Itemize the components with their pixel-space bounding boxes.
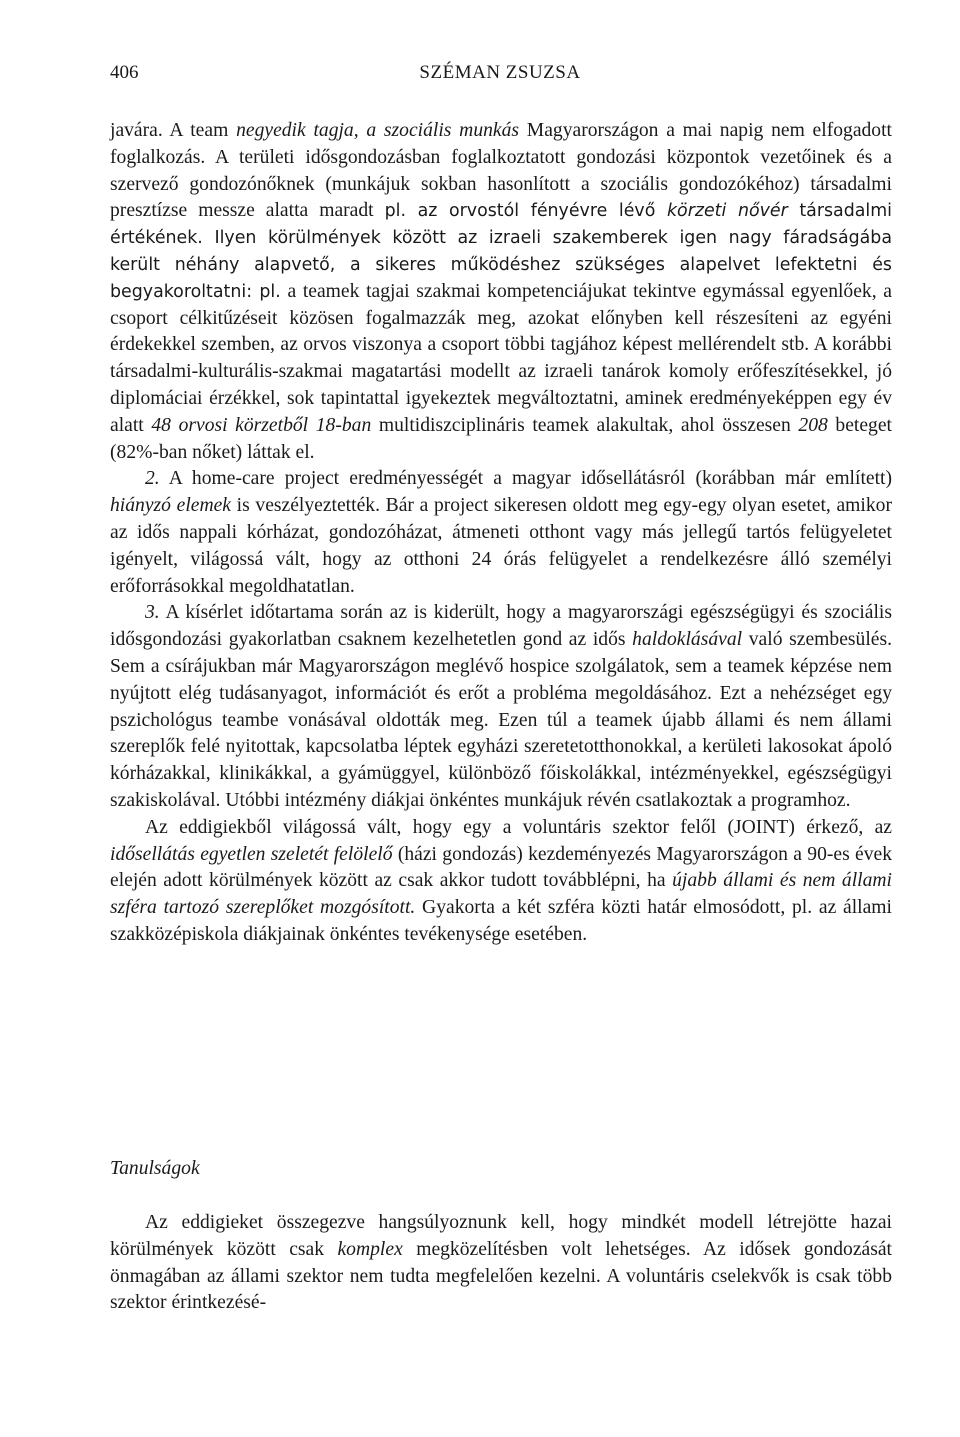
text-run: multidiszciplináris teamek alakultak, ahol összesen — [371, 414, 799, 436]
paragraph — [110, 815, 892, 949]
text-run: (házi gondozás) kezdeményezés Magyarországon a 90-es évek elején adott körülmények között az csak akkor tudott továbblépni, ha — [110, 843, 892, 892]
text-run: megközelítésben volt lehetséges. Az idősek gondozását önmagában az állami szektor nem tudta megfelelően kezelni. A voluntáris cselekvők is csak több szektor érintkezésé- — [110, 1238, 892, 1314]
italic-text: 3. — [145, 602, 160, 624]
body-text — [110, 118, 892, 949]
closing-text — [110, 1210, 892, 1317]
text-run: Magyarországon a mai napig nem elfogadott foglalkozás. A területi idősgondozásban foglalkoztatott gondozási központok vezetőinek és a szervező gondozónőknek (munkájuk sokban hasonlított a szociális gondozókéhoz) társadalmi presztízse messze alatta maradt — [110, 120, 892, 222]
italic-text: újabb állami és nem állami szféra tartozó szereplőket mozgósított. — [110, 870, 892, 919]
text-run: A home-care project eredményességét a magyar idősellátásról (korábban már említett) — [159, 468, 892, 490]
italic-text: 48 orvosi körzetből 18-ban — [151, 414, 372, 436]
text-run: javára. A team — [110, 120, 237, 141]
paragraph — [110, 600, 892, 814]
text-run: Az eddigieket összegezve hangsúlyoznunk kell, hogy mindkét modell létrejötte hazai körülmények között csak — [110, 1212, 892, 1260]
paragraph — [110, 466, 892, 600]
italic-text: komplex — [337, 1238, 403, 1260]
text-run: Gyakorta a két szféra közti határ elmosódott, pl. az állami szakközépiskola diákjainak önkéntes tevékenysége esetében. — [110, 897, 892, 945]
text-run: a teamek tagjai szakmai kompetenciájukat tekintve egymással egyenlőek, a csoport célkitűzéseit közösen fogalmazzák meg, azokat előnyben kell részesíteni az egyéni érdekekkel szemben, az orvos viszonya a csoport többi tagjához képest mellérendelt stb. A korábbi társadalmi-kulturális-szakmai magatartási modellt az izraeli tanárok komoly erőfeszítésekkel, jó diplomáciai érzékkel, sok tapintattal igyekeztek megváltoztatni, aminek eredményeképpen egy év alatt — [110, 280, 892, 436]
italic-text: negyedik tagja, a szociális munkás — [236, 120, 520, 141]
italic-text: 208 — [798, 414, 828, 436]
text-run: A kísérlet időtartama során az is kiderült, hogy a magyarországi egészségügyi és szociális idősgondozási gyakorlatban csaknem kezelhetetlen gond az idős — [110, 602, 892, 651]
text-run: beteget (82%-ban nőket) láttak el. — [110, 414, 892, 463]
paragraph-closing — [110, 1210, 892, 1317]
text-run: való szembesülés. Sem a csírájukban már Magyarországon meglévő hospice szolgálatok, sem a teamek képzése nem nyújtott elég tudásanyagot, információt és erőt a probléma megoldásához. Ezt a nehézséget egy pszichológus teambe vonásával oldották meg. Ezen túl a teamek újabb állami és nem állami szereplők felé nyitottak, kapcsolatba léptek egyházi szeretetotthonokkal, a kerületi lakosokat ápoló kórházakkal, klinikákkal, a gyámüggyel, különböző főiskolákkal, intézményekkel, egészségügyi szakiskolával. Utóbbi intézmény diákjai önkéntes munkájuk révén csatlakoztak a programhoz. — [110, 629, 892, 811]
text-run: is veszélyeztették. Bár a project sikeresen oldott meg egy-egy olyan esetet, amikor az idős nappali kórházat, gondozóházat, átmeneti otthont vagy más jellegű tartós felügyeletet igényelt, világossá vált, hogy az otthoni 24 órás felügyelet a rendelkezésre álló személyi erőforrásokkal megoldhatatlan. — [110, 495, 892, 597]
italic-text: idősellátás egyetlen szeletét felölelő — [110, 843, 393, 865]
italic-text: haldoklásával — [632, 629, 743, 651]
italic-text: körzeti nővér — [666, 201, 788, 222]
page-number: 406 — [110, 62, 139, 83]
italic-text: hiányzó elemek — [110, 495, 231, 517]
text-run: Az eddigiekből világossá vált, hogy egy a voluntáris szektor felől (JOINT) érkező, az — [145, 816, 892, 838]
italic-text: 2. — [145, 468, 160, 490]
running-title: SZÉMAN ZSUZSA — [419, 62, 581, 83]
text-run: pl. az orvostól fényévre lévő — [384, 201, 667, 222]
section-heading: Tanulságok — [110, 1158, 200, 1179]
paragraph — [110, 118, 892, 466]
text-run: társadalmi értékének. Ilyen körülmények között az izraeli szakemberek igen nagy fáradságába került néhány alapvető, a sikeres működéshez szükséges alapelvet lefektetni és begyakoroltatni: pl. — [110, 201, 893, 302]
page-header — [110, 62, 890, 90]
